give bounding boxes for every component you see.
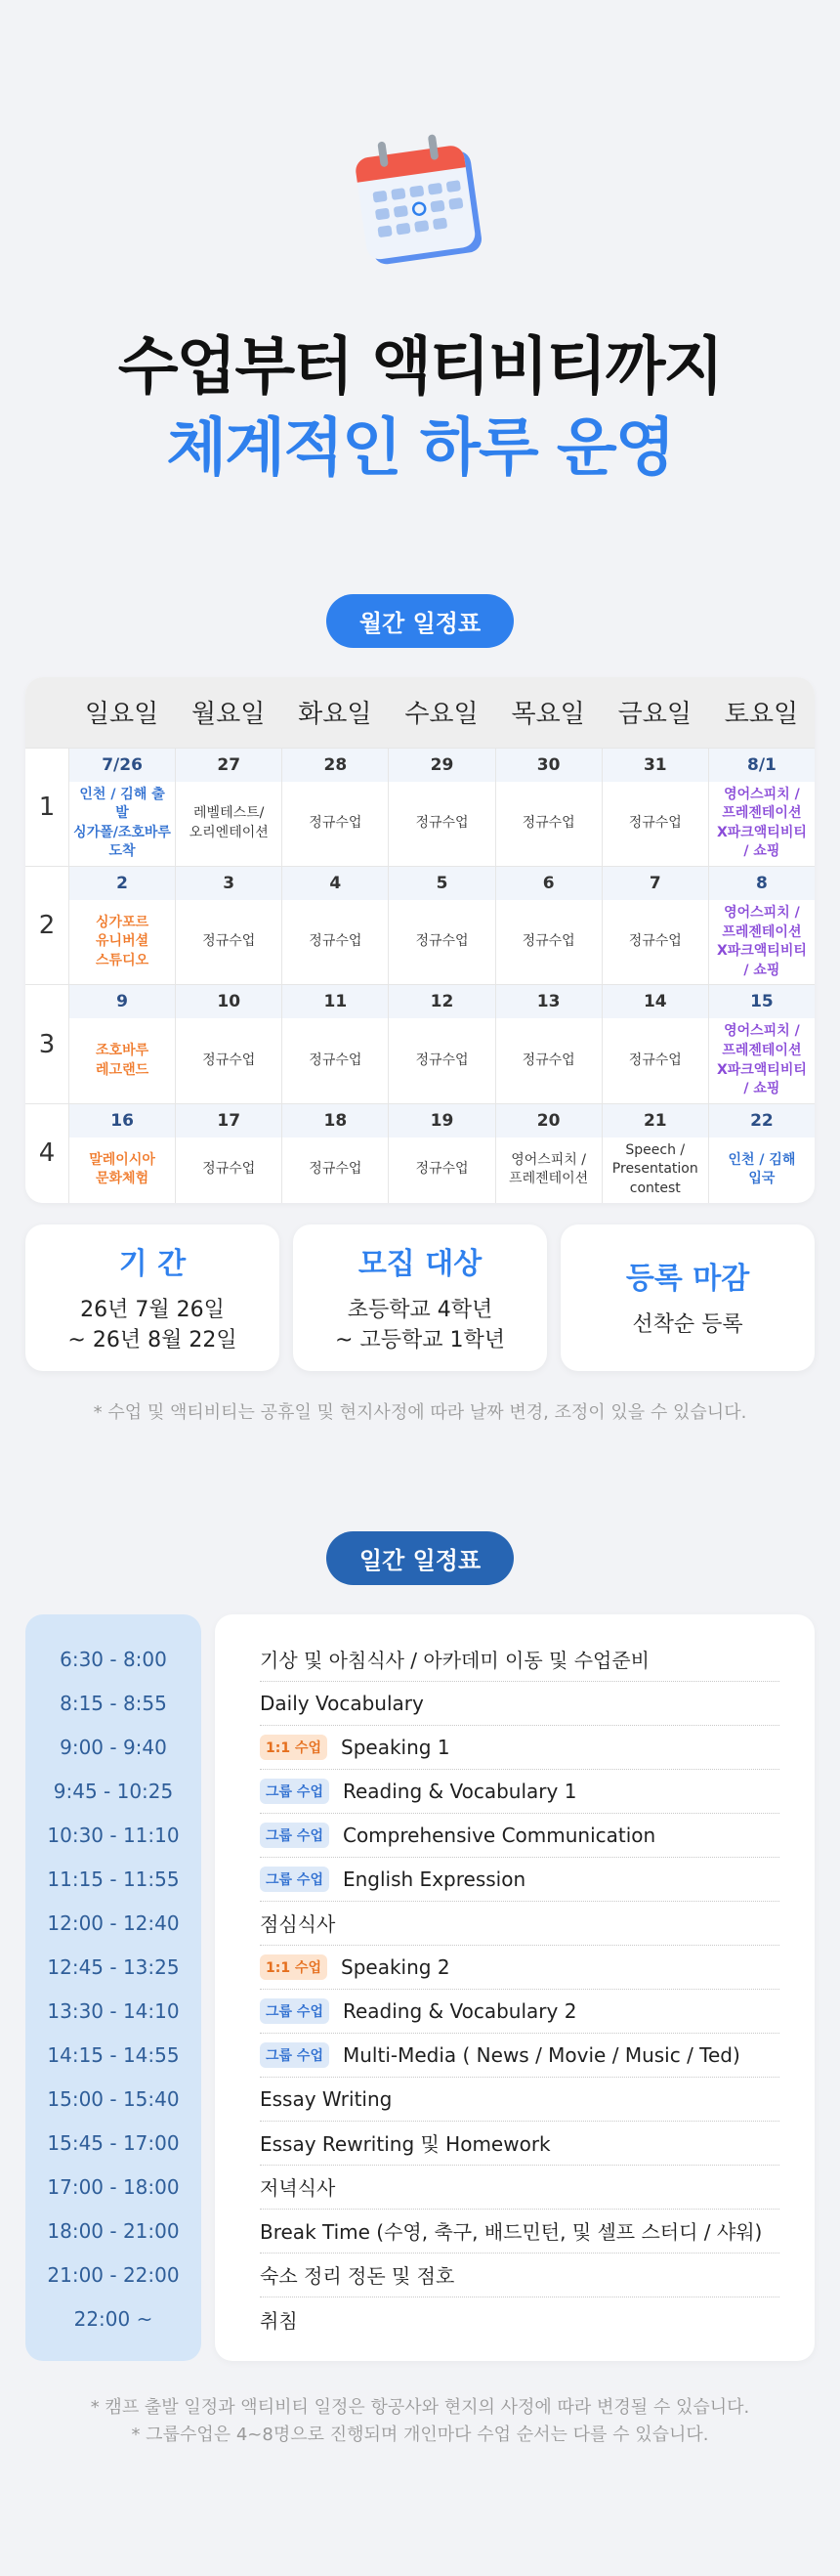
day-event: Speech / Presentation contest: [611, 1141, 698, 1196]
day-event: 정규수업: [309, 933, 362, 950]
activity-label: Speaking 1: [341, 1735, 450, 1759]
info-card-title: 등록 마감: [625, 1262, 750, 1297]
day-event: 조호바루 레고랜드: [96, 1042, 149, 1078]
monthly-calendar: [25, 677, 815, 1203]
group-class-badge: 그룹 수업: [260, 1779, 329, 1804]
daily-schedule: [25, 1614, 815, 2361]
schedule-activity-row: [260, 2034, 779, 2078]
calendar-day-cell: [68, 749, 175, 866]
day-header-fri: 금요일: [617, 700, 692, 730]
activity-label: Essay Rewriting 및 Homework: [260, 2132, 551, 2156]
day-date: 28: [282, 749, 388, 782]
day-date: 7/26: [69, 749, 175, 782]
activity-label: Comprehensive Communication: [342, 1823, 656, 1847]
week-number: 1: [25, 749, 68, 866]
calendar-header: [25, 677, 815, 748]
schedule-time: 6:30 - 8:00: [60, 1648, 167, 1671]
calendar-day-cell: [495, 1104, 602, 1203]
schedule-time: 14:15 - 14:55: [47, 2043, 180, 2067]
schedule-activity-row: [260, 1726, 779, 1770]
activity-label: Reading & Vocabulary 2: [342, 1998, 577, 2023]
calendar-day-cell: [388, 985, 494, 1102]
day-date: 18: [282, 1104, 388, 1138]
schedule-time: 9:45 - 10:25: [53, 1780, 174, 1803]
schedule-activity-row: [260, 2122, 779, 2166]
day-header-wed: 수요일: [404, 700, 479, 730]
day-date: 6: [496, 867, 602, 900]
day-event: 레벨테스트/ 오리엔테이션: [189, 805, 269, 840]
day-date: 27: [176, 749, 281, 782]
activity-label: 숙소 정리 정돈 및 점호: [260, 2264, 455, 2288]
info-card-body: 초등학교 4학년 ~ 고등학교 1학년: [335, 1297, 505, 1352]
schedule-time: 22:00 ~: [73, 2307, 153, 2331]
calendar-week-row: [25, 984, 815, 1102]
day-date: 12: [389, 985, 494, 1018]
day-event: 정규수업: [522, 933, 575, 950]
day-event: 말레이시아 문화체험: [89, 1151, 155, 1187]
day-event: 정규수업: [309, 814, 362, 831]
schedule-activity-row: [260, 1990, 779, 2034]
day-header-mon: 월요일: [191, 700, 266, 730]
schedule-activity-row: [260, 1770, 779, 1814]
daily-label-wrap: [0, 1531, 840, 1585]
activity-label: Essay Writing: [260, 2086, 393, 2111]
day-date: 3: [176, 867, 281, 900]
day-event: 영어스피치 / 프레젠테이션 X파크액티비티 / 쇼핑: [716, 786, 807, 860]
day-date: 19: [389, 1104, 494, 1138]
schedule-time: 9:00 - 9:40: [60, 1736, 167, 1759]
monthly-label-wrap: [0, 594, 840, 648]
activity-label: Reading & Vocabulary 1: [342, 1779, 577, 1803]
schedule-activity-row: [260, 1814, 779, 1858]
calendar-day-cell: [68, 985, 175, 1102]
info-card-target: [293, 1224, 547, 1371]
calendar-day-cell: [495, 749, 602, 866]
day-event: 인천 / 김해 입국: [728, 1151, 796, 1187]
schedule-time: 12:45 - 13:25: [47, 1955, 180, 1979]
schedule-activity-row: [260, 2078, 779, 2122]
calendar-day-cell: [175, 985, 281, 1102]
schedule-time: 17:00 - 18:00: [47, 2175, 180, 2199]
day-event: 싱가포르 유니버셜 스튜디오: [96, 914, 149, 968]
week-number: 2: [25, 867, 68, 984]
day-date: 10: [176, 985, 281, 1018]
day-event: 정규수업: [202, 1052, 256, 1068]
day-event: 정규수업: [415, 933, 469, 950]
calendar-day-cell: [281, 749, 388, 866]
group-class-badge: 그룹 수업: [260, 1998, 329, 2024]
calendar-day-cell: [175, 1104, 281, 1203]
calendar-day-cell: [281, 985, 388, 1102]
calendar-day-cell: [388, 749, 494, 866]
calendar-day-cell: [388, 867, 494, 984]
calendar-day-cell: [495, 985, 602, 1102]
day-date: 8/1: [709, 749, 815, 782]
calendar-weeks: [25, 748, 815, 1203]
day-event: 정규수업: [415, 1161, 469, 1178]
calendar-day-cell: [388, 1104, 494, 1203]
day-event: 정규수업: [202, 933, 256, 950]
schedule-activity-row: [260, 1858, 779, 1902]
day-date: 21: [603, 1104, 708, 1138]
day-date: 5: [389, 867, 494, 900]
monthly-note: * 수업 및 액티비티는 공휴일 및 현지사정에 따라 날짜 변경, 조정이 있을 수 있습니다.: [93, 1401, 747, 1423]
activity-column: [215, 1614, 815, 2361]
schedule-time: 18:00 - 21:00: [47, 2219, 180, 2243]
schedule-activity-row: [260, 2210, 779, 2254]
hero: [0, 0, 840, 487]
day-event: 정규수업: [309, 1052, 362, 1068]
calendar-day-cell: [602, 867, 708, 984]
week-number: 3: [25, 985, 68, 1102]
calendar-week-row: [25, 866, 815, 984]
day-event: 정규수업: [415, 814, 469, 831]
calendar-day-cell: [495, 867, 602, 984]
calendar-day-cell: [175, 867, 281, 984]
day-event: 정규수업: [522, 814, 575, 831]
calendar-day-cell: [68, 1104, 175, 1203]
hero-title-line1: 수업부터 액티비티까지: [117, 331, 723, 404]
calendar-day-cell: [708, 985, 815, 1102]
monthly-schedule-pill: 월간 일정표: [326, 594, 514, 648]
calendar-week-row: [25, 1103, 815, 1203]
day-event: 영어스피치 / 프레젠테이션 X파크액티비티 / 쇼핑: [716, 1023, 807, 1097]
activity-label: Speaking 2: [341, 1954, 450, 1979]
calendar-week-row: [25, 748, 815, 866]
schedule-time: 13:30 - 14:10: [47, 1999, 180, 2023]
info-card-title: 모집 대상: [357, 1246, 483, 1281]
week-number: 4: [25, 1104, 68, 1203]
time-column: [25, 1614, 201, 2361]
activity-label: 취침: [260, 2308, 298, 2333]
bottom-note: * 그룹수업은 4~8명으로 진행되며 개인마다 수업 순서는 다를 수 있습니다.: [131, 2425, 709, 2446]
day-event: 영어스피치 / 프레젠테이션 X파크액티비티 / 쇼핑: [716, 904, 807, 978]
activity-label: English Expression: [342, 1867, 526, 1891]
schedule-activity-row: [260, 1902, 779, 1946]
schedule-activity-row: [260, 2254, 779, 2297]
calendar-icon: [347, 127, 493, 274]
day-header-thu: 목요일: [511, 700, 585, 730]
calendar-day-cell: [708, 749, 815, 866]
calendar-day-cell: [602, 749, 708, 866]
day-header-sat: 토요일: [724, 700, 799, 730]
schedule-activity-row: [260, 2297, 779, 2341]
info-cards: [25, 1224, 815, 1371]
day-date: 13: [496, 985, 602, 1018]
day-event: 정규수업: [415, 1052, 469, 1068]
hero-title-line2: 체계적인 하루 운영: [166, 411, 674, 485]
day-date: 14: [603, 985, 708, 1018]
day-event: 정규수업: [309, 1161, 362, 1178]
activity-label: 기상 및 아침식사 / 아카데미 이동 및 수업준비: [260, 1649, 650, 1672]
day-date: 11: [282, 985, 388, 1018]
one-on-one-badge: 1:1 수업: [260, 1954, 327, 1980]
schedule-time: 10:30 - 11:10: [47, 1824, 180, 1847]
group-class-badge: 그룹 수업: [260, 2042, 329, 2068]
calendar-day-cell: [708, 867, 815, 984]
day-date: 22: [709, 1104, 815, 1138]
schedule-activity-row: [260, 1638, 779, 1682]
group-class-badge: 그룹 수업: [260, 1867, 329, 1892]
day-event: 정규수업: [628, 814, 682, 831]
calendar-day-cell: [175, 749, 281, 866]
day-header-tue: 화요일: [298, 700, 372, 730]
day-date: 20: [496, 1104, 602, 1138]
info-card-period: [25, 1224, 279, 1371]
day-date: 9: [69, 985, 175, 1018]
day-event: 영어스피치 / 프레젠테이션: [509, 1151, 589, 1187]
bottom-notes: [0, 2394, 840, 2451]
day-date: 31: [603, 749, 708, 782]
day-event: 정규수업: [522, 1052, 575, 1068]
info-card-body: 26년 7월 26일 ~ 26년 8월 22일: [67, 1297, 237, 1352]
info-card-body: 선착순 등록: [632, 1312, 743, 1338]
calendar-day-cell: [68, 867, 175, 984]
one-on-one-badge: 1:1 수업: [260, 1735, 327, 1760]
day-date: 2: [69, 867, 175, 900]
schedule-time: 8:15 - 8:55: [60, 1692, 167, 1715]
calendar-day-cell: [708, 1104, 815, 1203]
day-date: 29: [389, 749, 494, 782]
schedule-time: 12:00 - 12:40: [47, 1911, 180, 1935]
group-class-badge: 그룹 수업: [260, 1823, 329, 1848]
activity-label: Daily Vocabulary: [260, 1691, 424, 1715]
day-date: 7: [603, 867, 708, 900]
bottom-note: * 캠프 출발 일정과 액티비티 일정은 항공사와 현지의 사정에 따라 변경될 수 있습니다.: [90, 2396, 750, 2418]
schedule-activity-row: [260, 1946, 779, 1990]
schedule-time: 15:00 - 15:40: [47, 2087, 180, 2111]
activity-label: 저녁식사: [260, 2176, 336, 2200]
day-date: 17: [176, 1104, 281, 1138]
calendar-day-cell: [602, 1104, 708, 1203]
activity-label: Multi-Media ( News / Movie / Music / Ted): [342, 2042, 740, 2067]
day-event: 정규수업: [628, 1052, 682, 1068]
calendar-day-cell: [281, 867, 388, 984]
day-event: 정규수업: [202, 1161, 256, 1178]
schedule-time: 21:00 - 22:00: [47, 2263, 180, 2287]
activity-label: Break Time (수영, 축구, 배드민턴, 및 셀프 스터디 / 샤워): [260, 2220, 763, 2244]
day-date: 8: [709, 867, 815, 900]
info-card-deadline: [561, 1224, 815, 1371]
info-card-title: 기 간: [118, 1246, 187, 1281]
calendar-day-cell: [602, 985, 708, 1102]
day-event: 정규수업: [628, 933, 682, 950]
schedule-activity-row: [260, 2166, 779, 2210]
activity-label: 점심식사: [260, 1912, 336, 1936]
day-header-sun: 일요일: [84, 700, 159, 730]
day-event: 인천 / 김해 출발 싱가폴/조호바루 도착: [73, 786, 171, 860]
day-date: 30: [496, 749, 602, 782]
calendar-day-cell: [281, 1104, 388, 1203]
daily-schedule-pill: 일간 일정표: [326, 1531, 514, 1585]
schedule-time: 15:45 - 17:00: [47, 2131, 180, 2155]
day-date: 4: [282, 867, 388, 900]
day-date: 16: [69, 1104, 175, 1138]
schedule-activity-row: [260, 1682, 779, 1726]
day-date: 15: [709, 985, 815, 1018]
schedule-time: 11:15 - 11:55: [47, 1868, 180, 1891]
